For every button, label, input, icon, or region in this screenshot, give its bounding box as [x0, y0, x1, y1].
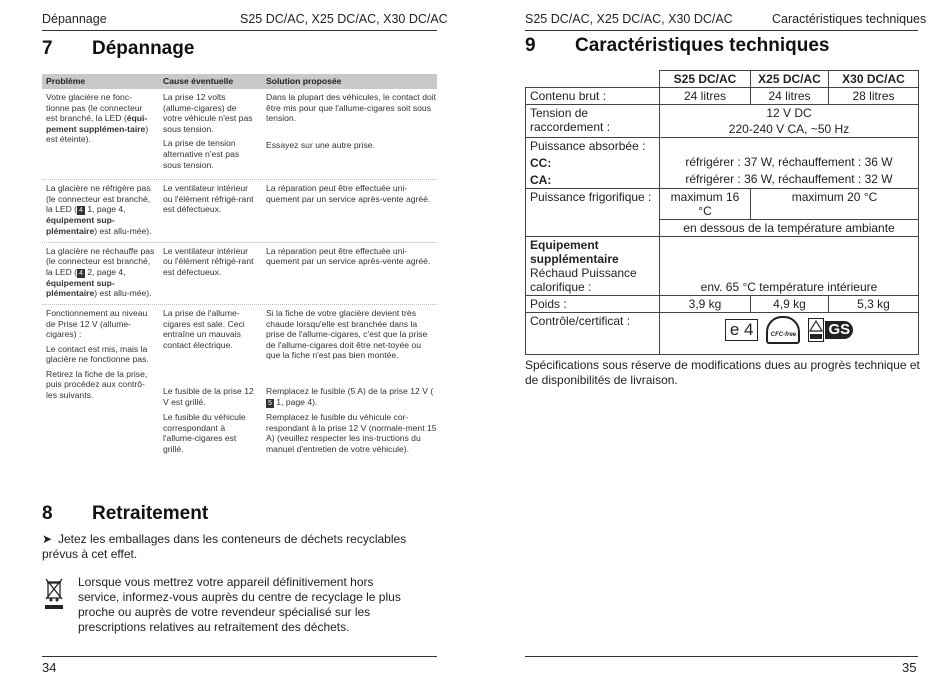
safety-triangle-icon	[808, 318, 824, 342]
spec-footnote: Spécifications sous réserve de modifications dues au progrès technique et de disponibilités de livraison.	[525, 358, 920, 387]
problem-text: ) est allu-mée).	[94, 225, 152, 236]
spec-label: Contrôle/certificat :	[526, 313, 660, 355]
cause-text: La prise de l'allume-cigares est sale. Ceci entraîne un mauvais contact électrique.	[163, 307, 245, 350]
problem-cell	[42, 92, 159, 174]
arrow-bullet-icon: ➤	[42, 532, 53, 546]
problem-cell	[42, 308, 159, 458]
cert-logos	[664, 314, 914, 344]
disposal-note: Lorsque vous mettrez votre appareil définitivement hors service, informez-vous auprès du centre de recyclage le plus proche ou auprès de votre revendeur spécialisé sur les prescriptions relatives au retraitement des déchets.	[78, 575, 401, 634]
spec-empty-cell	[526, 71, 660, 88]
section-number: 8	[42, 503, 53, 524]
problem-cell	[42, 183, 159, 236]
footer-rule	[525, 656, 918, 657]
extra-label: Equipement supplémentaire	[530, 238, 619, 266]
spec-label: Contenu brut :	[526, 88, 660, 105]
solution-text: Remplacez le fusible du véhicule cor-respondant à la prise 12 V (normale-ment 15 A) (veuillez respecter les ins-tructions du manuel d'entretien de votre véhicule).	[266, 411, 437, 454]
figure-ref-badge: 5	[268, 399, 272, 407]
col-solution: Solution proposée	[266, 76, 342, 87]
solution-cell: La réparation peut être effectuée uni-quement par un service après-vente agréé.	[266, 245, 431, 267]
header-rule	[42, 30, 437, 31]
spec-row-weight	[526, 296, 919, 313]
header-rule	[525, 30, 918, 31]
problem-bold: équipement sup-plémentaire	[46, 277, 115, 299]
solution-cell: La réparation peut être effectuée uni-quement par un service après-vente agréé.	[266, 183, 431, 204]
solution-text: Essayez sur une autre prise.	[266, 140, 375, 150]
problem-bold: équi-pement supplémen-taire	[46, 113, 148, 134]
spec-header-row	[526, 71, 919, 88]
spec-label: Poids :	[526, 296, 660, 313]
solution-fragment: Remplacez le fusible (5 A) de la prise 12 V (	[266, 385, 434, 396]
spec-value: 24 litres	[751, 88, 829, 105]
spec-label: Tension de raccordement :	[526, 105, 660, 138]
cause-cell: Le ventilateur intérieur ou l'élément réfrigé-rant est défectueux.	[163, 183, 254, 215]
gs-mark-icon	[808, 318, 853, 342]
spec-row-heat	[526, 237, 919, 296]
ca-label: CA:	[530, 173, 552, 187]
cc-label: CC:	[530, 156, 552, 170]
voltage-ac: 220-240 V CA, ~50 Hz	[728, 122, 850, 136]
power-cc: réfrigérer : 37 W, réchauffement : 36 W	[685, 155, 893, 169]
problem-text: 1, page 4,	[84, 204, 126, 215]
cfc-free-icon	[766, 316, 800, 344]
model-header: S25 DC/AC	[660, 71, 751, 88]
problem-text: Le contact est mis, mais la glacière ne fonctionne pas.	[46, 343, 149, 365]
section-9-heading	[525, 35, 829, 57]
spec-value: 28 litres	[829, 88, 919, 105]
cause-cell	[159, 92, 262, 174]
spec-value: maximum 16 °C	[660, 189, 751, 220]
solution-cell	[262, 92, 437, 174]
spec-label	[526, 138, 660, 189]
col-problem: Problème	[46, 76, 86, 87]
spec-row-cert	[526, 313, 919, 355]
spec-value: 4,9 kg	[751, 296, 829, 313]
figure-ref-badge: 4	[79, 269, 83, 277]
problem-text: ) est éteinte).	[46, 123, 149, 145]
model-header: X30 DC/AC	[829, 71, 919, 88]
cause-text: La prise de tension alternative n'est pas sous tension.	[163, 138, 240, 170]
model-header: X25 DC/AC	[751, 71, 829, 88]
problem-text: ) est allu-mée).	[94, 288, 152, 299]
section-number: 7	[42, 38, 53, 59]
spec-row-cooling	[526, 189, 919, 220]
figure-ref-badge: 4	[79, 207, 83, 215]
page-number: 35	[902, 660, 917, 675]
table-header	[42, 74, 437, 89]
spec-label: Puissance frigorifique :	[526, 189, 660, 237]
running-header-right: Caractéristiques techniques	[772, 12, 927, 26]
power-ca: réfrigérer : 36 W, réchauffement : 32 W	[685, 172, 893, 186]
table-row	[42, 243, 437, 305]
problem-text: Fonctionnement au niveau de Prise 12 V (allume-cigares) :	[46, 307, 148, 340]
gs-text: GS	[825, 321, 853, 339]
heat-label: Réchaud Puissance calorifique :	[530, 266, 637, 294]
spec-value: 5,3 kg	[829, 296, 919, 313]
footer-rule	[42, 656, 437, 657]
section-title: Caractéristiques techniques	[575, 35, 830, 56]
spec-row-voltage	[526, 105, 919, 138]
section-title: Dépannage	[92, 38, 195, 59]
problem-text: 2, page 4,	[84, 266, 126, 277]
spec-value: 24 litres	[660, 88, 751, 105]
instruction-step	[42, 532, 442, 562]
page-number: 34	[42, 660, 57, 675]
problem-text: La glacière ne réchauffe pas (le connecteur est branché, la LED (	[46, 245, 155, 277]
crossed-bin-icon	[45, 577, 63, 611]
col-cause: Cause éventuelle	[163, 76, 234, 87]
problem-text: Votre glacière ne fonc-tionne pas (le connecteur est branché, la LED (	[46, 92, 143, 124]
solution-text: Dans la plupart des véhicules, le contact doit être mis pour que l'allume-cigares soit sous tension.	[266, 92, 437, 124]
voltage-dc: 12 V DC	[766, 106, 812, 120]
problem-cell	[42, 246, 159, 299]
cause-cell	[159, 308, 262, 458]
e4-mark-icon: e 4	[725, 319, 759, 341]
solution-text: Si la fiche de votre glacière devient très chaude lorsqu'elle est branchée dans la prise de l'allume-cigares, c'est que la prise de l'allume-cigares doit être net-toyée ou que la fiche n'est pas bien montée.	[266, 307, 428, 361]
running-header-left: Dépannage	[42, 12, 107, 26]
section-7-heading	[42, 38, 194, 60]
cause-cell: Le ventilateur intérieur ou l'élément réfrigé-rant est défectueux.	[163, 245, 254, 277]
spec-value: 3,9 kg	[660, 296, 751, 313]
spec-table	[525, 70, 919, 355]
solution-fragment: 1, page 4).	[273, 396, 318, 407]
spec-row-power	[526, 138, 919, 189]
instruction-text: Jetez les emballages dans les conteneurs de déchets recyclables prévus à cet effet.	[42, 532, 407, 561]
solution-cell	[262, 308, 437, 458]
spec-value: maximum 20 °C	[751, 189, 919, 220]
problem-text: Retirez la fiche de la prise, puis procédez aux contrô-les suivants.	[46, 368, 148, 401]
problem-bold: équipement sup-plémentaire	[46, 215, 115, 236]
cfc-free-text: CFC-free	[770, 332, 797, 338]
table-row	[42, 89, 437, 180]
spec-row-gross	[526, 88, 919, 105]
spec-label	[526, 237, 660, 296]
power-label: Puissance absorbée :	[530, 139, 646, 153]
section-title: Retraitement	[92, 503, 209, 524]
cause-text: Le fusible de la prise 12 V est grillé.	[163, 385, 254, 407]
spec-value: en dessous de la température ambiante	[660, 220, 919, 237]
troubleshooting-table	[42, 74, 437, 463]
spec-value	[660, 313, 919, 355]
table-row	[42, 305, 437, 463]
running-header-left: S25 DC/AC, X25 DC/AC, X30 DC/AC	[525, 12, 733, 26]
cause-text: Le fusible du véhicule correspondant à l'allume-cigares est grillé.	[163, 411, 246, 454]
section-8-heading	[42, 503, 208, 525]
solution-text	[266, 386, 437, 408]
spec-value	[660, 105, 919, 138]
running-header-right: S25 DC/AC, X25 DC/AC, X30 DC/AC	[240, 12, 448, 26]
table-row	[42, 180, 437, 242]
problem-text: La glacière ne réfrigère pas (le connecteur est branché, la LED (	[46, 183, 151, 215]
spec-value: env. 65 °C température intérieure	[660, 237, 919, 296]
spec-value	[660, 138, 919, 189]
section-number: 9	[525, 35, 536, 56]
cause-text: La prise 12 volts (allume-cigares) de votre véhicule n'est pas sous tension.	[163, 92, 253, 134]
